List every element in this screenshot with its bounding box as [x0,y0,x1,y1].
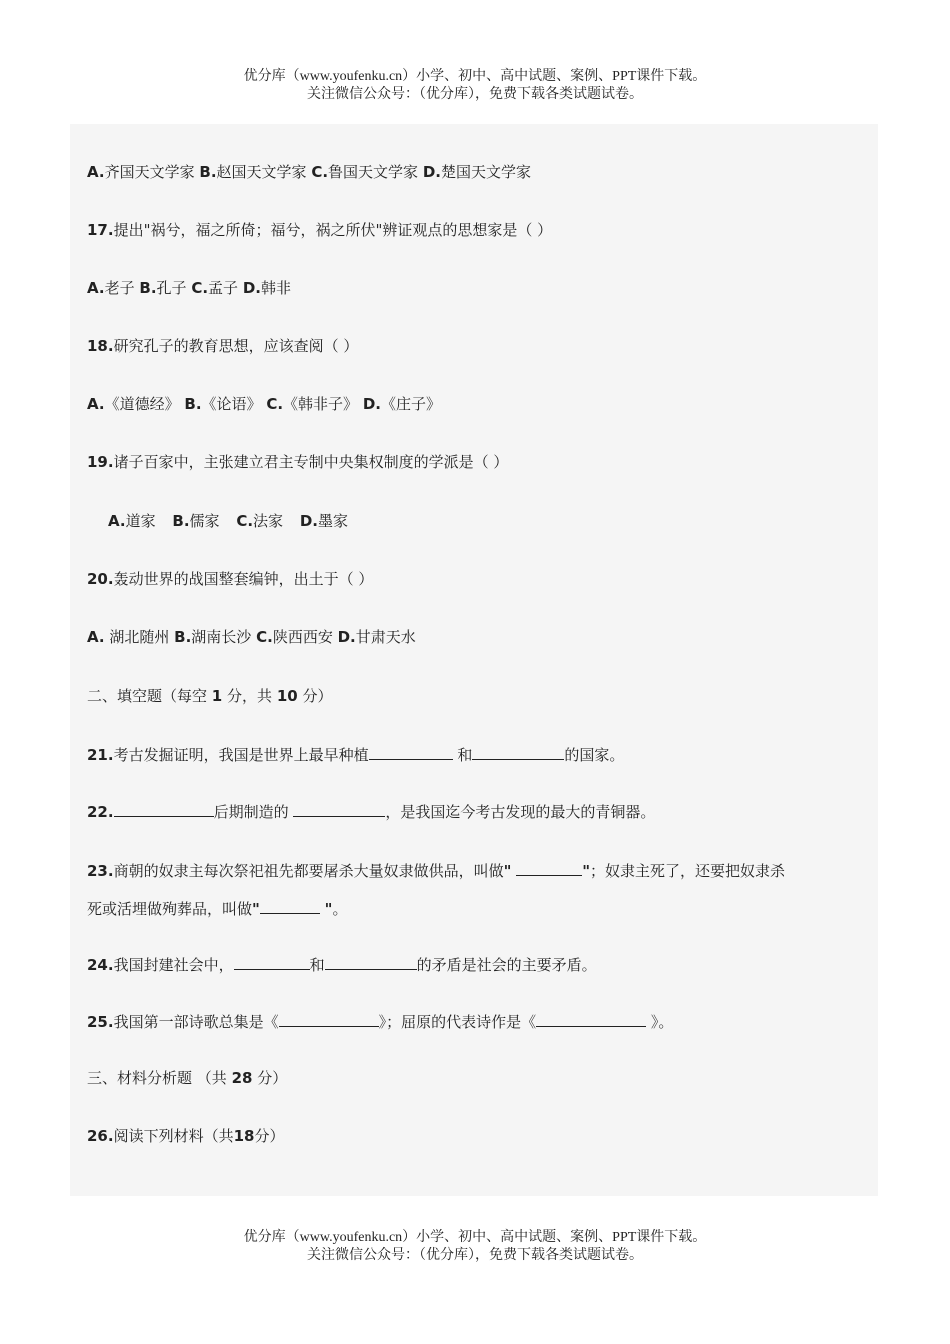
question-number: 20. [87,570,114,588]
section-2-points-per-blank: 1 [211,687,223,705]
question-number: 18. [87,337,114,355]
quote-mark: " [252,900,260,918]
option-letter: B. [199,163,217,181]
answer-blank[interactable] [260,898,320,914]
quote-mark: " [582,862,591,880]
question-text: 的矛盾是社会的主要矛盾。 [416,956,597,974]
q20-question [87,569,373,589]
question-number: 17. [87,221,114,239]
option-text: 老子 [104,279,135,297]
section-3-text: 分） [257,1069,288,1087]
question-text: 的国家。 [564,746,625,764]
option-letter: C. [191,279,209,297]
option-letter: B. [174,628,192,646]
option-text: 齐国天文学家 [104,163,195,181]
quote-mark: " [324,900,333,918]
option-text: 道家 [125,512,156,530]
answer-blank[interactable] [234,954,310,970]
option-letter: C. [236,512,254,530]
question-text: 和 [309,956,325,974]
q25-question [87,1011,673,1032]
option-text: 法家 [253,512,284,530]
question-number: 22. [87,803,114,821]
option-text: 楚国天文学家 [441,163,532,181]
option-text: 孔子 [156,279,187,297]
question-text: 后期制造的 [213,803,294,821]
option-letter: D. [337,628,356,646]
question-number: 26. [87,1127,114,1145]
header-line-1: 优分库（www.youfenku.cn）小学、初中、高中试题、案例、PPT课件下载。 [243,69,707,84]
option-letter: A. [87,279,105,297]
answer-blank[interactable] [516,860,582,876]
question-number: 24. [87,956,114,974]
question-content [70,124,878,1196]
q26-points: 18 [233,1127,255,1145]
question-text: 分） [254,1127,285,1145]
q18-options [87,394,441,414]
option-text: 湖南长沙 [191,628,252,646]
question-number: 23. [87,862,114,880]
option-text: 《论语》 [201,395,262,413]
q18-question [87,336,358,356]
option-text: 《庄子》 [381,395,442,413]
option-letter: D. [242,279,261,297]
q23-question-continued [87,898,347,919]
q16-options [87,162,531,182]
q19-question [87,452,508,472]
answer-blank[interactable] [114,801,214,817]
q24-question [87,954,597,975]
option-text: 《韩非子》 [283,395,359,413]
question-number: 25. [87,1013,114,1031]
question-text: 诸子百家中，主张建立君主专制中央集权制度的学派是（ ） [113,453,509,471]
question-text: 考古发掘证明，我国是世界上最早种植 [113,746,369,764]
section-3-total-points: 28 [231,1069,253,1087]
option-text: 陕西西安 [272,628,333,646]
option-letter: D. [422,163,441,181]
question-number: 19. [87,453,114,471]
q22-question [87,801,655,822]
answer-blank[interactable] [369,744,453,760]
option-text: 孟子 [208,279,239,297]
answer-blank[interactable] [325,954,417,970]
option-letter: B. [139,279,157,297]
option-letter: A. [87,628,105,646]
answer-blank[interactable] [279,1011,379,1027]
q19-options [108,511,348,531]
question-text: 死或活埋做殉葬品，叫做 [87,900,253,918]
footer-line-1: 优分库（www.youfenku.cn）小学、初中、高中试题、案例、PPT课件下载。 [243,1230,707,1245]
question-text: 研究孔子的教育思想，应该查阅（ ） [113,337,359,355]
option-letter: C. [311,163,329,181]
option-text: 《道德经》 [104,395,180,413]
question-text: 商朝的奴隶主每次祭祀祖先都要屠杀大量奴隶做供品，叫做 [113,862,504,880]
option-letter: A. [87,395,105,413]
page-header [0,68,950,104]
option-text: 赵国天文学家 [216,163,307,181]
question-text: ，是我国迄今考古发现的最大的青铜器。 [385,803,656,821]
quote-mark: " [503,862,512,880]
option-text: 鲁国天文学家 [328,163,419,181]
footer-line-2: 关注微信公众号：（优分库），免费下载各类试题试卷。 [307,1248,643,1263]
question-text: 我国第一部诗歌总集是《 [113,1013,279,1031]
section-3-text: 三、材料分析题 （共 [87,1069,227,1087]
answer-blank[interactable] [293,801,385,817]
option-text: 甘肃天水 [355,628,416,646]
section-2-heading [87,686,332,706]
option-text: 儒家 [189,512,220,530]
q21-question [87,744,624,765]
option-letter: C. [256,628,273,646]
option-text: 韩非 [261,279,292,297]
section-2-text: 二、填空题（每空 [87,687,208,705]
q17-options [87,278,291,298]
option-letter: C. [266,395,284,413]
header-line-2: 关注微信公众号：（优分库），免费下载各类试题试卷。 [307,87,643,102]
option-letter: A. [108,512,126,530]
answer-blank[interactable] [472,744,564,760]
question-text: 阅读下列材料（共 [113,1127,234,1145]
question-text: 我国封建社会中， [113,956,234,974]
option-letter: D. [299,512,318,530]
option-letter: B. [184,395,202,413]
option-text: 湖北随州 [104,628,170,646]
question-text: 。 [332,900,348,918]
question-number: 21. [87,746,114,764]
question-text: 》。 [646,1013,674,1031]
section-2-text: 分） [302,687,333,705]
option-letter: D. [362,395,381,413]
q23-question [87,860,785,881]
q20-options [87,627,416,647]
option-letter: B. [172,512,190,530]
page-footer [0,1229,950,1265]
question-text: 提出"祸兮，福之所倚；福兮，祸之所伏"辨证观点的思想家是（ ） [113,221,553,239]
q26-question [87,1126,284,1146]
section-3-heading [87,1068,287,1088]
question-text: 和 [452,746,473,764]
answer-blank[interactable] [536,1011,646,1027]
section-2-total-points: 10 [276,687,298,705]
section-2-text: 分，共 [227,687,273,705]
question-text: 轰动世界的战国整套编钟，出土于（ ） [113,570,374,588]
option-text: 墨家 [318,512,349,530]
question-text: ；奴隶主死了，还要把奴隶杀 [590,862,786,880]
question-text: 》；屈原的代表诗作是《 [378,1013,537,1031]
q17-question [87,220,552,240]
option-letter: A. [87,163,105,181]
